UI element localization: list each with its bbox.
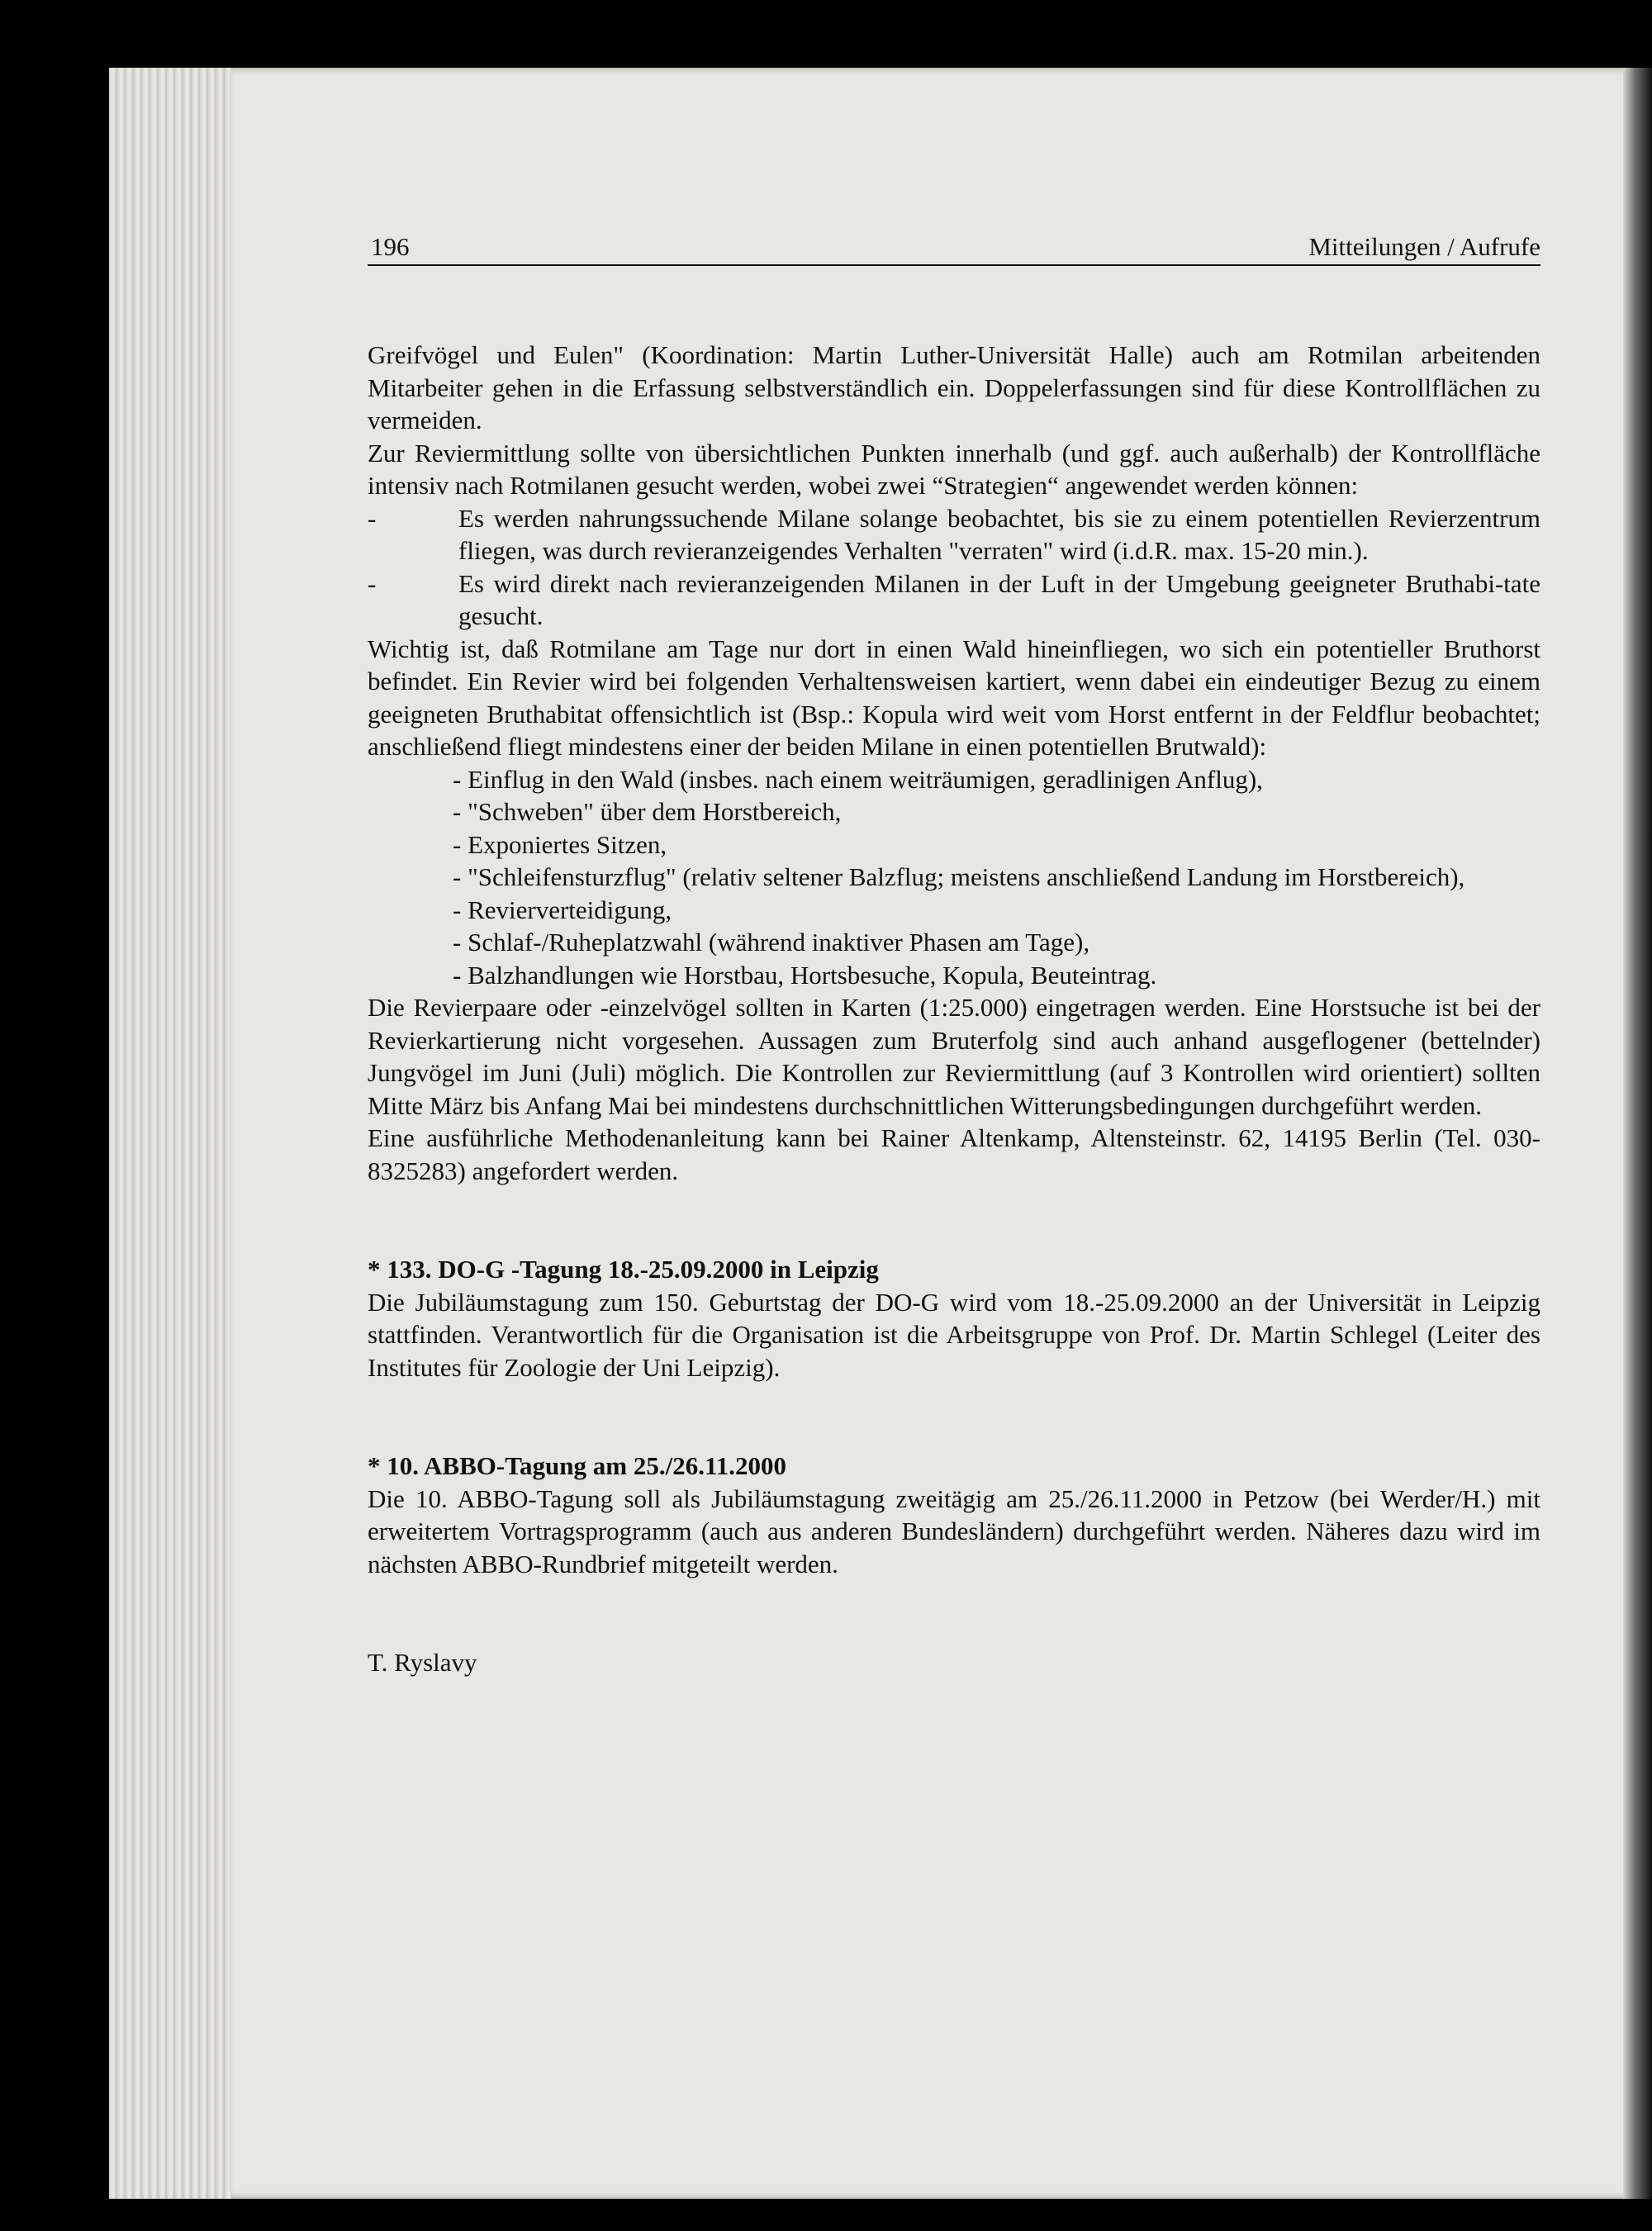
intro-paragraph: Greifvögel und Eulen" (Koordination: Martin Luther-Universität Halle) auch am Rotmilan arbeitenden Mitarbeiter gehen in die Erfassung selbstverständlich ein. Doppelerfassungen sind für diese Kontrollflächen zu vermeiden. xyxy=(368,340,1540,434)
strategy-dash: - xyxy=(368,503,377,533)
spacer xyxy=(368,1384,1540,1450)
behaviour-item: - Balzhandlungen wie Horstbau, Hortsbesuche, Kopula, Beuteintrag. xyxy=(453,960,1157,990)
behaviour-item: - Revierverteidigung, xyxy=(453,895,672,924)
abbo-section-text: Die 10. ABBO-Tagung soll als Jubiläumstagung zweitägig am 25./26.11.2000 in Petzow (bei Werder/H.) mit erweitertem Vortragsprogramm (auch aus anderen Bundesländern) durchgeführt werden. Näheres dazu wird im nächsten ABBO-Rundbrief mitgeteilt werden. xyxy=(368,1483,1540,1578)
behaviour-item: - Exponiertes Sitzen, xyxy=(453,829,667,859)
revier-paragraph: Zur Reviermittlung sollte von übersichtlichen Punkten innerhalb (und ggf. auch außerhalb) der Kontrollfläche intensiv nach Rotmilanen gesucht werden, wobei zwei “Strategien“ angewendet werden können: xyxy=(368,438,1540,500)
behaviour-list xyxy=(368,763,1540,992)
revierpaare-paragraph: Die Revierpaare oder -einzelvögel sollten in Karten (1:25.000) eingetragen werden. Eine Horstsuche ist bei der Revierkartierung nicht vorgesehen. Aussagen zum Bruterfolg sind auch anhand ausgeflogener (bettelnder) Jungvögel im Juni (Juli) möglich. Die Kontrollen zur Reviermittlung (auf 3 Kontrollen wird orientiert) sollten Mitte März bis Anfang Mai bei mindestens durchschnittlichen Witterungsbedingungen durchgeführt werden. xyxy=(368,993,1540,1120)
page-header xyxy=(368,233,1540,266)
behaviour-item: - "Schleifensturzflug" (relativ seltener Balzflug; meistens anschließend Landung im Horstbereich), xyxy=(453,862,1465,891)
behaviour-item: - Einflug in den Wald (insbes. nach einem weiträumigen, geradlinigen Anflug), xyxy=(453,764,1263,794)
strategy-text: Es wird direkt nach revieranzeigenden Milanen in der Luft in der Umgebung geeigneter Bruthabi-tate gesucht. xyxy=(458,568,1540,630)
strategy-text: Es werden nahrungssuchende Milane solange beobachtet, bis sie zu einem potentiellen Revierzentrum fliegen, was durch revieranzeigendes Verhalten "verraten" wird (i.d.R. max. 15-20 min.). xyxy=(458,503,1540,565)
wichtig-paragraph: Wichtig ist, daß Rotmilane am Tage nur dort in einen Wald hineinfliegen, wo sich ein potentieller Bruthorst befindet. Ein Revier wird bei folgenden Verhaltensweisen kartiert, wenn dabei ein eindeutiger Bezug zu einem geeigneten Bruthabitat offensichtlich ist (Bsp.: Kopula wird weit vom Horst entfernt in der Feldflur beobachtet; anschließend fliegt mindestens einer der beiden Milane in einen potentiellen Brutwald): xyxy=(368,634,1540,761)
book-spine-shadow xyxy=(1623,68,1652,2199)
strategy-item xyxy=(368,567,1540,633)
dog-section-text: Die Jubiläumstagung zum 150. Geburtstag der DO-G wird vom 18.-25.09.2000 an der Universität in Leipzig stattfinden. Verantwortlich für die Organisation ist die Arbeitsgruppe von Prof. Dr. Martin Schlegel (Leiter des Institutes für Zoologie der Uni Leipzig). xyxy=(368,1287,1540,1382)
strategy-item xyxy=(368,502,1540,567)
methoden-paragraph: Eine ausführliche Methodenanleitung kann bei Rainer Altenkamp, Altensteinstr. 62, 14195 Berlin (Tel. 030-8325283) angefordert werden. xyxy=(368,1123,1540,1185)
strategy-dash: - xyxy=(368,568,377,598)
behaviour-item: - "Schweben" über dem Horstbereich, xyxy=(453,797,842,826)
abbo-section-heading: * 10. ABBO-Tagung am 25./26.11.2000 xyxy=(368,1451,787,1480)
dog-section-heading: * 133. DO-G -Tagung 18.-25.09.2000 in Leipzig xyxy=(368,1255,879,1284)
body-text xyxy=(368,339,1540,1679)
behaviour-item: - Schlaf-/Ruheplatzwahl (während inaktiver Phasen am Tage), xyxy=(453,928,1090,956)
page-number: 196 xyxy=(371,232,410,261)
spacer xyxy=(368,1580,1540,1646)
spacer xyxy=(368,1187,1540,1253)
author-signature: T. Ryslavy xyxy=(368,1648,477,1677)
running-title: Mitteilungen / Aufrufe xyxy=(1308,232,1540,261)
